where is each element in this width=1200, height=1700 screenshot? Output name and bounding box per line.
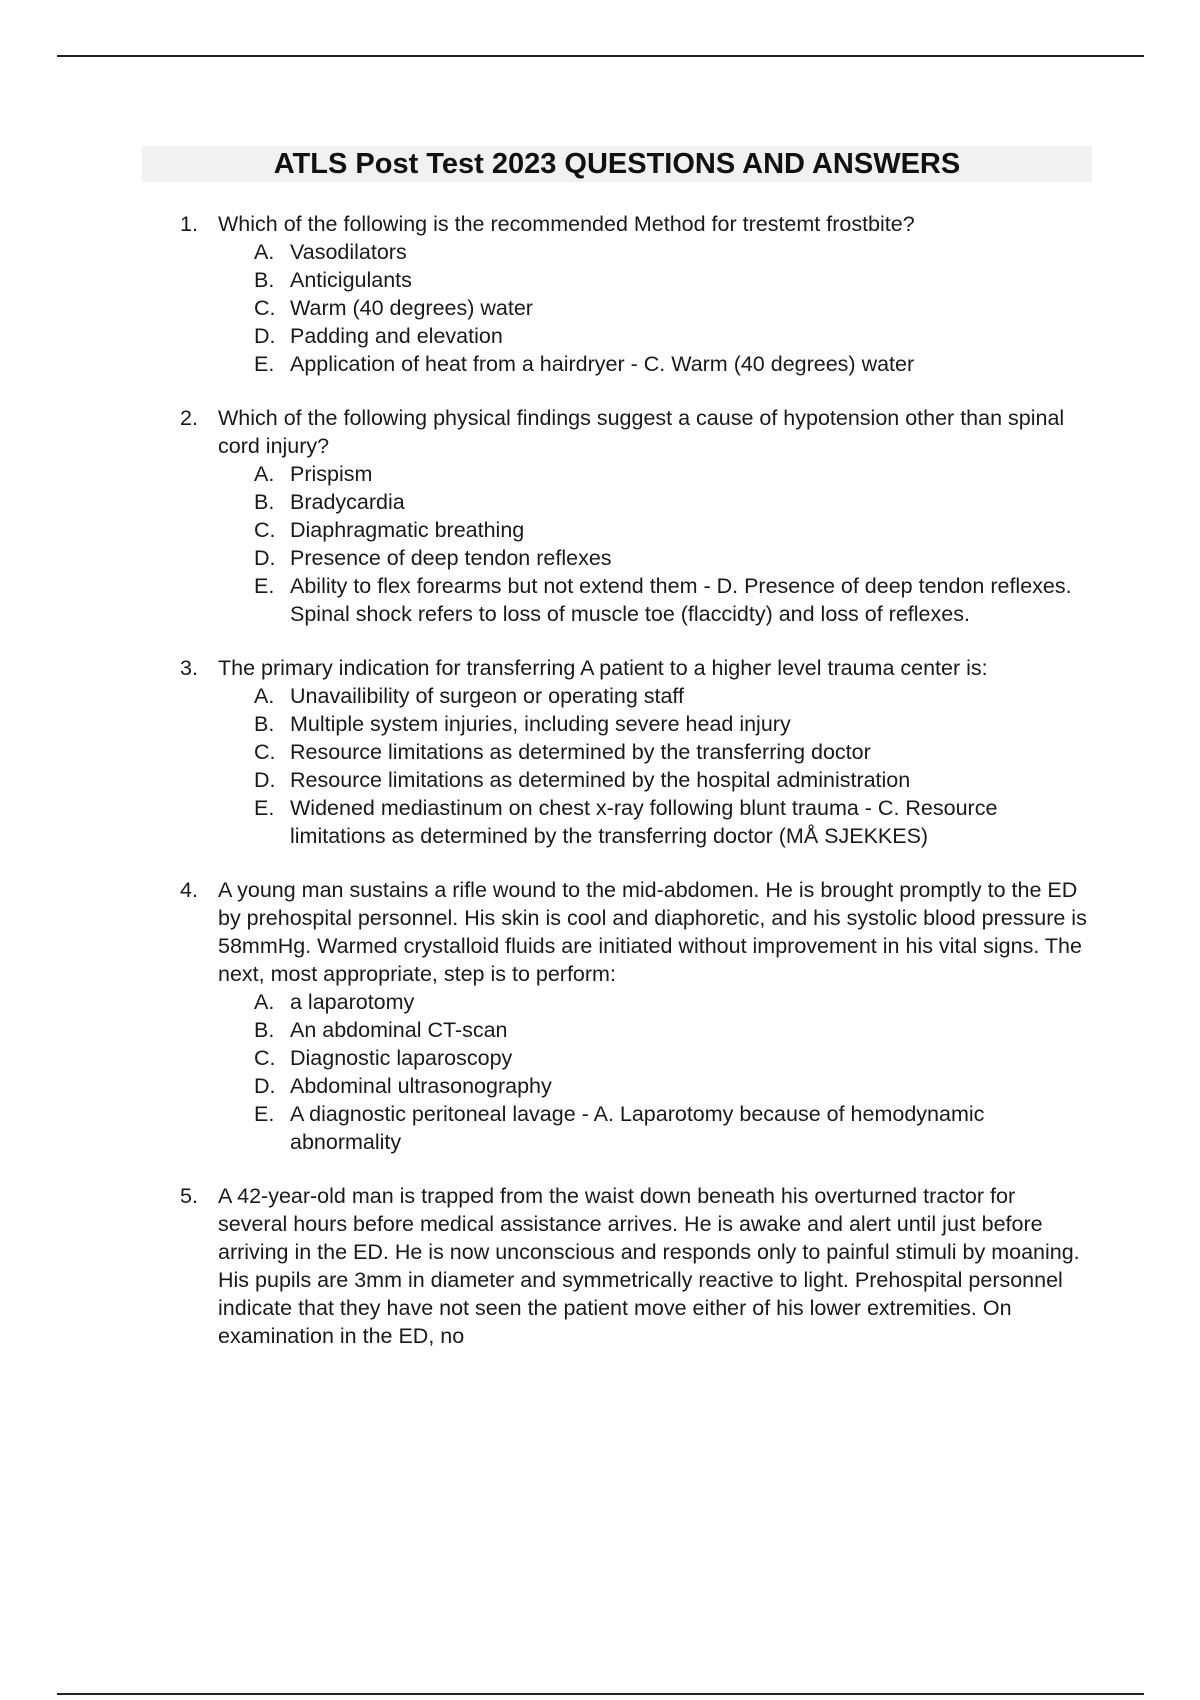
option-d [218,766,1090,794]
option-letter: D. [254,768,276,792]
option-letter: B. [254,490,275,514]
option-letter: A. [254,462,275,486]
question-text: The primary indication for transferring A patient to a higher level trauma center is: [218,656,988,680]
option-text: Prispism [290,462,373,486]
option-letter: E. [254,1102,275,1126]
option-text: Resource limitations as determined by the transferring doctor [290,740,871,764]
option-text: Diagnostic laparoscopy [290,1046,513,1070]
option-c [218,516,1090,544]
top-rule [57,55,1144,57]
option-text: A diagnostic peritoneal lavage - A. Laparotomy because of hemodynamic abnormality [290,1102,985,1154]
option-b [218,710,1090,738]
option-text: Multiple system injuries, including severe head injury [290,712,791,736]
option-c [218,738,1090,766]
option-list [218,238,1090,378]
question-text: Which of the following physical findings suggest a cause of hypotension other than spinal cord injury? [218,406,1065,458]
option-list [218,988,1090,1156]
option-text: Unavailibility of surgeon or operating staff [290,684,684,708]
question-3 [0,654,1200,850]
option-c [218,294,1090,322]
question-text: Which of the following is the recommended Method for trestemt frostbite? [218,212,915,236]
question-number: 3. [180,656,198,680]
option-e [218,794,1090,850]
option-list [218,460,1090,628]
option-text: Resource limitations as determined by the hospital administration [290,768,911,792]
question-2 [0,404,1200,628]
question-4 [0,876,1200,1156]
question-5 [0,1182,1200,1350]
option-a [218,238,1090,266]
option-letter: A. [254,240,275,264]
option-letter: E. [254,574,275,598]
option-letter: B. [254,1018,275,1042]
option-d [218,1072,1090,1100]
option-text: Bradycardia [290,490,405,514]
option-b [218,1016,1090,1044]
question-text: A 42-year-old man is trapped from the waist down beneath his overturned tractor for several hours before medical assistance arrives. He is awake and alert until just before arriving in the ED. He is now unconscious and responds only to painful stimuli by moaning. His pupils are 3mm in diameter and symmetrically reactive to light. Prehospital personnel indicate that they have not seen the patient move either of his lower extremities. On examination in the ED, no [218,1184,1080,1348]
question-text: A young man sustains a rifle wound to the mid-abdomen. He is brought promptly to the ED by prehospital personnel. His skin is cool and diaphoretic, and his systolic blood pressure is 58mmHg. Warmed crystalloid fluids are initiated without improvement in his vital signs. The next, most appropriate, step is to perform: [218,878,1087,986]
question-number: 4. [180,878,198,902]
option-text: Ability to flex forearms but not extend them - D. Presence of deep tendon reflexes. Spinal shock refers to loss of muscle toe (flaccidty) and loss of reflexes. [290,574,1072,626]
option-letter: C. [254,1046,276,1070]
option-letter: A. [254,990,275,1014]
option-text: Warm (40 degrees) water [290,296,533,320]
option-b [218,266,1090,294]
option-text: Diaphragmatic breathing [290,518,525,542]
option-a [218,988,1090,1016]
option-letter: B. [254,712,275,736]
option-letter: A. [254,684,275,708]
option-text: Anticigulants [290,268,412,292]
option-letter: D. [254,1074,276,1098]
option-a [218,460,1090,488]
option-letter: C. [254,518,276,542]
option-e [218,1100,1090,1156]
option-letter: D. [254,546,276,570]
question-number: 2. [180,406,198,430]
option-letter: B. [254,268,275,292]
option-letter: D. [254,324,276,348]
option-text: Abdominal ultrasonography [290,1074,552,1098]
option-e [218,350,1090,378]
option-text: Presence of deep tendon reflexes [290,546,612,570]
option-d [218,544,1090,572]
option-letter: C. [254,740,276,764]
option-letter: E. [254,352,275,376]
option-text: Vasodilators [290,240,407,264]
question-1 [0,210,1200,378]
option-e [218,572,1090,628]
option-text: Application of heat from a hairdryer - C. Warm (40 degrees) water [290,352,915,376]
question-number: 1. [180,212,198,236]
option-c [218,1044,1090,1072]
question-number: 5. [180,1184,198,1208]
option-b [218,488,1090,516]
option-text: a laparotomy [290,990,415,1014]
option-list [218,682,1090,850]
option-letter: E. [254,796,275,820]
option-a [218,682,1090,710]
option-text: Padding and elevation [290,324,503,348]
document-title: ATLS Post Test 2023 QUESTIONS AND ANSWERS [273,148,961,180]
bottom-rule [57,1693,1144,1695]
option-text: Widened mediastinum on chest x-ray following blunt trauma - C. Resource limitations as determined by the transferring doctor (MÅ SJEKKES) [290,796,998,848]
option-d [218,322,1090,350]
option-letter: C. [254,296,276,320]
option-text: An abdominal CT-scan [290,1018,508,1042]
question-list [0,210,1200,1376]
